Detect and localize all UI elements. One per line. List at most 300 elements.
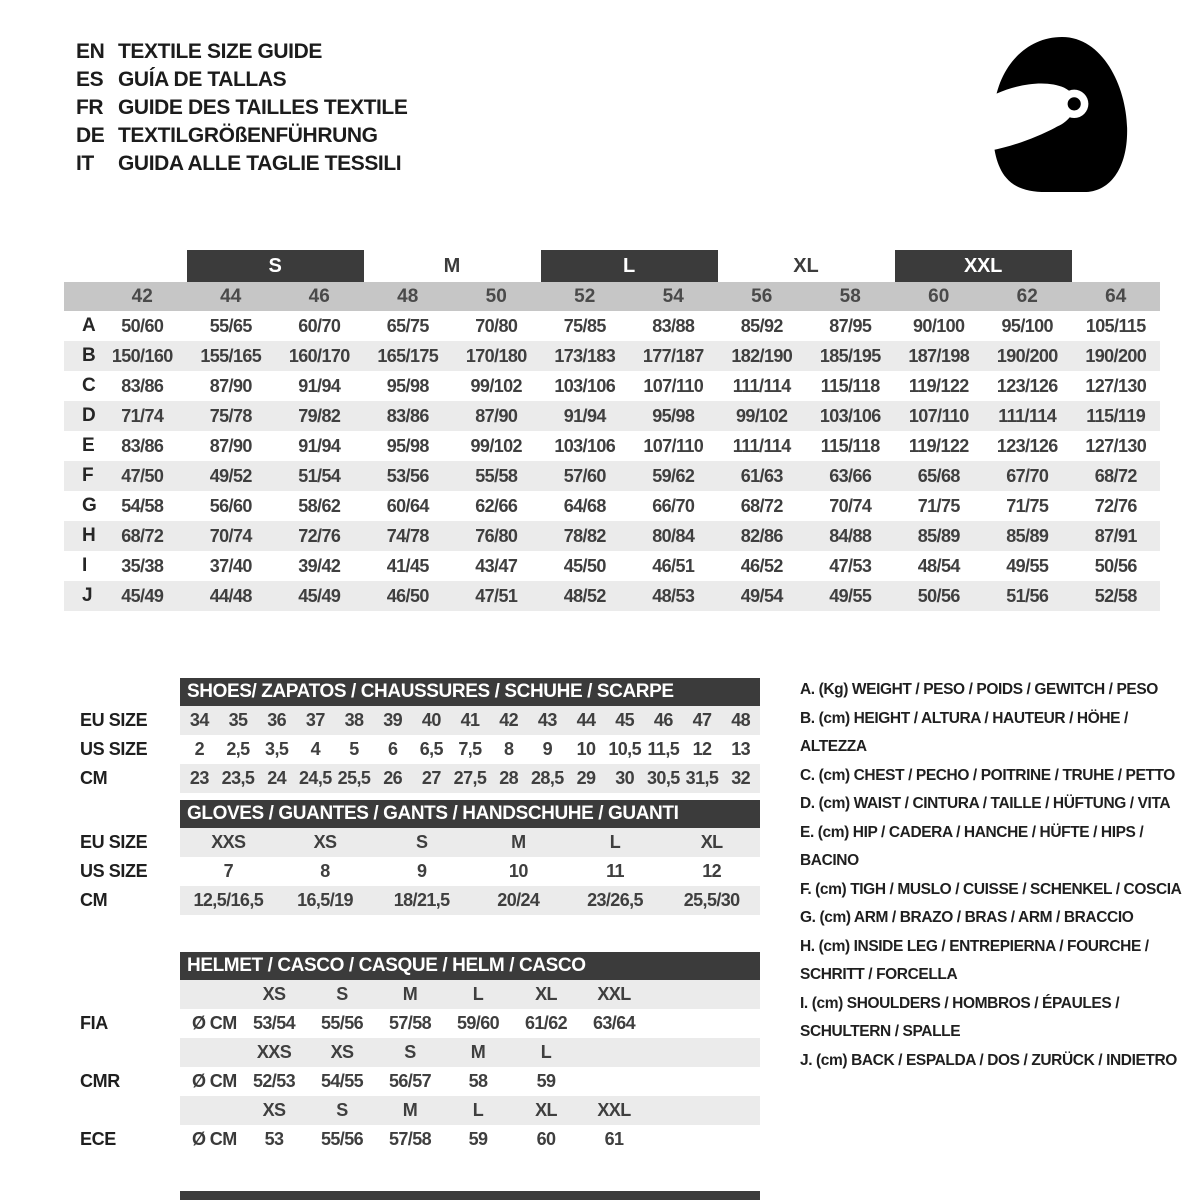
language-title-list [76, 38, 407, 178]
sheet-cell: 6,5 [419, 739, 443, 759]
size-cell: 68/72 [740, 495, 783, 516]
size-cell: 90/100 [913, 315, 965, 336]
sheet-cell: 10 [508, 861, 528, 881]
size-cell: 52/58 [1094, 585, 1137, 606]
size-cell: 91/94 [298, 375, 341, 396]
helmet-size-label: M [402, 1100, 418, 1120]
sheet-cell: 12 [692, 739, 712, 759]
size-cell: 39/42 [298, 555, 341, 576]
helmet-size-row [0, 1096, 760, 1125]
helmet-section-header: HELMET / CASCO / CASQUE / HELM / CASCO [180, 952, 760, 980]
sheet-cell: XXS [211, 832, 246, 852]
size-cell: 41/45 [386, 555, 429, 576]
sheet-strip [180, 1125, 760, 1154]
helmet-standard-label: ECE [80, 1129, 116, 1149]
sheet-cell: 27,5 [453, 768, 487, 788]
language-title: TEXTILGRÖßENFÜHRUNG [118, 124, 378, 147]
sheet-cell: 24,5 [299, 768, 332, 788]
table-row [64, 401, 1160, 431]
sheet-cell: 11,5 [647, 739, 680, 759]
helmet-size-label: XXL [597, 984, 631, 1004]
size-band-S: S [187, 250, 364, 282]
table-row [64, 431, 1160, 461]
sheet-cell: 5 [349, 739, 359, 759]
size-cell: 49/54 [740, 585, 783, 606]
helmet-size-value: 59 [468, 1129, 488, 1149]
size-cell: 48/52 [563, 585, 606, 606]
helmet-size-value: 55/56 [320, 1013, 364, 1033]
helmet-size-value: 59/60 [456, 1013, 500, 1033]
numeric-size: 52 [574, 285, 596, 307]
sheet-cell: 7 [223, 861, 234, 881]
size-cell: 65/68 [917, 465, 960, 486]
sheet-cell: 31,5 [685, 768, 719, 788]
size-cell: 85/89 [1006, 525, 1049, 546]
size-cell: 87/91 [1094, 525, 1137, 546]
legend-item: I. (cm) SHOULDERS / HOMBROS / ÉPAULES / SCHULTERN / SPALLE [800, 994, 1120, 1040]
size-cell: 59/62 [652, 465, 695, 486]
legend-item: D. (cm) WAIST / CINTURA / TAILLE / HÜFTUNG / VITA [800, 795, 1171, 812]
size-cell: 60/64 [386, 495, 429, 516]
sheet-cell: 10,5 [608, 739, 641, 759]
size-cell: 103/106 [554, 375, 616, 396]
size-cell: 160/170 [288, 345, 350, 366]
corner-cell [64, 282, 98, 311]
helmet-size-row [0, 980, 760, 1009]
sheet-cell: XS [313, 832, 337, 852]
row-letter: G [82, 495, 97, 516]
diameter-unit-label: Ø CM [192, 1129, 237, 1149]
helmet-size-value: 53 [264, 1129, 284, 1149]
helmet-size-label: L [540, 1042, 552, 1062]
size-cell: 35/38 [121, 555, 164, 576]
empty-cell [180, 980, 240, 1009]
language-code: IT [76, 152, 94, 175]
size-cell: 46/52 [740, 555, 783, 576]
sheet-cell: XL [700, 832, 723, 852]
size-band-XL: XL [793, 254, 819, 277]
size-cell: 62/66 [475, 495, 518, 516]
size-cell: 95/98 [386, 435, 429, 456]
size-cell: 165/175 [377, 345, 439, 366]
language-code: DE [76, 124, 105, 147]
numeric-size-header-row [64, 282, 1160, 311]
language-code: FR [76, 96, 104, 119]
sheet-cell: 4 [310, 739, 321, 759]
size-cell: 74/78 [386, 525, 429, 546]
size-cell: 72/76 [1094, 495, 1137, 516]
sheet-cell: 3,5 [265, 739, 289, 759]
size-cell: 47/53 [829, 555, 872, 576]
size-cell: 177/187 [642, 345, 704, 366]
size-cell: 58/62 [298, 495, 341, 516]
numeric-size: 46 [308, 285, 330, 307]
size-cell: 68/72 [1094, 465, 1137, 486]
sheet-row [0, 706, 760, 735]
table-row [64, 581, 1160, 611]
size-cell: 47/50 [121, 465, 164, 486]
sheet-cell: 24 [267, 768, 287, 788]
helmet-standard-label: CMR [80, 1071, 120, 1091]
helmet-size-value: 61/62 [524, 1013, 568, 1033]
size-band-L: L [541, 250, 718, 282]
legend-item: E. (cm) HIP / CADERA / HANCHE / HÜFTE / HIPS / BACINO [800, 823, 1144, 869]
size-cell: 190/200 [1085, 345, 1147, 366]
helmet-size-label: L [472, 1100, 484, 1120]
helmet-size-value: 63/64 [592, 1013, 636, 1033]
size-cell: 99/102 [736, 405, 788, 426]
size-cell: 182/190 [731, 345, 793, 366]
table-row [64, 311, 1160, 341]
language-row [76, 94, 407, 122]
sheet-strip [180, 706, 760, 735]
row-letter: J [82, 585, 93, 606]
sheet-strip [180, 1096, 760, 1125]
sheet-row [0, 857, 760, 886]
sheet-row [0, 764, 760, 793]
table-row [64, 461, 1160, 491]
sheet-cell: 16,5/19 [297, 890, 353, 910]
size-cell: 71/75 [1006, 495, 1049, 516]
size-cell: 95/98 [386, 375, 429, 396]
gloves-section-header: GLOVES / GUANTES / GANTS / HANDSCHUHE / GUANTI [180, 800, 760, 828]
size-cell: 111/114 [998, 405, 1057, 426]
size-cell: 115/119 [1086, 405, 1146, 426]
sheet-cell: 43 [537, 710, 557, 730]
size-cell: 45/49 [121, 585, 164, 606]
helmet-size-value [580, 1067, 648, 1096]
size-cell: 71/74 [121, 405, 164, 426]
size-cell: 47/51 [475, 585, 518, 606]
sheet-row [0, 735, 760, 764]
row-letter: C [82, 375, 96, 396]
table-row [64, 341, 1160, 371]
helmet-size-label: S [404, 1042, 416, 1062]
legend-item: G. (cm) ARM / BRAZO / BRAS / ARM / BRACCIO [800, 909, 1134, 926]
helmet-size-value: 61 [604, 1129, 624, 1149]
row-letter: H [82, 525, 96, 546]
table-row [64, 551, 1160, 581]
size-cell: 57/60 [563, 465, 606, 486]
size-cell: 51/56 [1006, 585, 1049, 606]
size-cell: 111/114 [732, 375, 791, 396]
empty-cell [180, 1038, 240, 1067]
sheet-cell: 25,5 [337, 768, 371, 788]
sheet-cell: 9 [542, 739, 553, 759]
sheet-cell: 28 [499, 768, 519, 788]
table-row [64, 491, 1160, 521]
size-cell: 37/40 [209, 555, 252, 576]
sheet-row-label: EU SIZE [80, 832, 148, 852]
table-row [64, 371, 1160, 401]
sheet-cell: M [511, 832, 526, 852]
size-cell: 55/58 [475, 465, 518, 486]
size-cell: 80/84 [652, 525, 695, 546]
sheet-cell: 23/26,5 [587, 890, 643, 910]
sheet-cell: 48 [731, 710, 751, 730]
size-cell: 170/180 [465, 345, 527, 366]
sheet-cell: 10 [576, 739, 596, 759]
size-cell: 187/198 [908, 345, 970, 366]
language-code: ES [76, 68, 104, 91]
helmet-size-label: XL [535, 1100, 557, 1120]
numeric-size: 42 [131, 285, 153, 307]
row-letter: A [82, 315, 96, 336]
textile-size-table [64, 250, 1160, 611]
helmet-size-value: 59 [536, 1071, 556, 1091]
language-row [76, 122, 407, 150]
size-cell: 123/126 [996, 435, 1058, 456]
diameter-unit-label: Ø CM [192, 1071, 237, 1091]
sheet-cell: 46 [653, 710, 673, 730]
size-cell: 107/110 [643, 375, 704, 396]
sheet-row [0, 828, 760, 857]
size-cell: 103/106 [554, 435, 616, 456]
size-cell: 103/106 [819, 405, 881, 426]
helmet-size-label: S [336, 984, 348, 1004]
size-cell: 91/94 [563, 405, 606, 426]
size-band-M: M [443, 254, 461, 277]
size-cell: 119/122 [908, 435, 969, 456]
size-cell: 150/160 [111, 345, 173, 366]
helmet-size-label: XXL [597, 1100, 631, 1120]
size-cell: 70/80 [475, 315, 518, 336]
sheet-cell: 23 [189, 768, 209, 788]
language-title: TEXTILE SIZE GUIDE [118, 40, 322, 63]
size-cell: 79/82 [298, 405, 341, 426]
numeric-size: 60 [928, 285, 950, 307]
size-cell: 127/130 [1085, 375, 1147, 396]
language-row [76, 66, 407, 94]
size-cell: 43/47 [475, 555, 518, 576]
size-cell: 78/82 [563, 525, 606, 546]
sheet-cell: 47 [692, 710, 712, 730]
helmet-table [0, 980, 760, 1154]
helmet-size-label: M [402, 984, 418, 1004]
sheet-cell: 30 [615, 768, 635, 788]
sheet-row-label: US SIZE [80, 861, 148, 881]
legend-item: A. (Kg) WEIGHT / PESO / POIDS / GEWITCH / PESO [800, 681, 1158, 698]
sheet-strip [180, 1038, 760, 1067]
sheet-cell: 40 [421, 710, 441, 730]
size-cell: 53/56 [386, 465, 429, 486]
sheet-row-label: EU SIZE [80, 710, 148, 730]
legend-item: F. (cm) TIGH / MUSLO / CUISSE / SCHENKEL / COSCIA [800, 880, 1182, 898]
size-cell: 84/88 [829, 525, 872, 546]
sheet-cell: 29 [576, 768, 596, 788]
size-band-XXL: XXL [895, 250, 1072, 282]
size-cell: 123/126 [996, 375, 1058, 396]
size-cell: 115/118 [820, 375, 880, 396]
size-cell: 50/56 [917, 585, 960, 606]
sheet-cell: 41 [460, 710, 480, 730]
sheet-cell: 23,5 [221, 768, 255, 788]
sheet-strip [180, 857, 760, 886]
size-cell: 64/68 [563, 495, 606, 516]
size-cell: 55/65 [209, 315, 252, 336]
helmet-size-value: 52/53 [252, 1071, 296, 1091]
helmet-size-label [580, 1038, 648, 1067]
size-cell: 75/78 [209, 405, 252, 426]
size-cell: 115/118 [820, 435, 880, 456]
row-letter: I [82, 555, 88, 576]
helmet-size-label: M [470, 1042, 486, 1062]
row-letter: B [82, 345, 96, 366]
size-cell: 50/56 [1094, 555, 1137, 576]
size-cell: 82/86 [740, 525, 783, 546]
size-cell: 85/92 [740, 315, 783, 336]
row-letter: D [82, 405, 96, 426]
size-cell: 83/88 [652, 315, 695, 336]
size-cell: 50/60 [121, 315, 164, 336]
size-cell: 155/165 [200, 345, 262, 366]
helmet-size-value: 60 [536, 1129, 556, 1149]
size-cell: 87/90 [209, 435, 252, 456]
size-cell: 99/102 [470, 375, 522, 396]
numeric-size: 64 [1105, 285, 1127, 307]
empty-cell [180, 1096, 240, 1125]
size-cell: 173/183 [554, 345, 616, 366]
sheet-cell: 37 [305, 710, 325, 730]
sheet-row-label: CM [80, 890, 108, 910]
gloves-table [0, 828, 760, 915]
helmet-size-label: XS [330, 1042, 354, 1062]
size-cell: 48/53 [652, 585, 695, 606]
size-cell: 190/200 [996, 345, 1058, 366]
sheet-cell: 28,5 [531, 768, 564, 788]
numeric-size: 54 [662, 285, 684, 307]
legend-item: H. (cm) INSIDE LEG / ENTREPIERNA / FOURCHE / SCHRITT / FORCELLA [800, 937, 1149, 983]
size-cell: 51/54 [298, 465, 341, 486]
size-cell: 83/86 [386, 405, 429, 426]
sheet-row [0, 886, 760, 915]
sheet-cell: 8 [320, 861, 330, 881]
helmet-size-value: 56/57 [388, 1071, 432, 1091]
helmet-size-row [0, 1038, 760, 1067]
size-cell: 185/195 [819, 345, 881, 366]
helmet-value-row [0, 1009, 760, 1038]
size-cell: 48/54 [917, 555, 960, 576]
sheet-row-label: US SIZE [80, 739, 148, 759]
size-cell: 65/75 [386, 315, 429, 336]
helmet-standard-label: FIA [80, 1013, 108, 1033]
helmet-size-value: 53/54 [252, 1013, 296, 1033]
shoes-section-header: SHOES/ ZAPATOS / CHAUSSURES / SCHUHE / SCARPE [180, 678, 760, 706]
helmet-size-value: 57/58 [388, 1129, 432, 1149]
numeric-size: 50 [485, 285, 507, 307]
size-cell: 83/86 [121, 435, 164, 456]
language-title: GUIDA ALLE TAGLIE TESSILI [118, 152, 402, 175]
sheet-cell: S [415, 832, 428, 852]
size-cell: 61/63 [740, 465, 783, 486]
size-cell: 107/110 [643, 435, 704, 456]
language-row [76, 38, 407, 66]
size-cell: 107/110 [908, 405, 969, 426]
sheet-row-label: CM [80, 768, 108, 788]
diameter-unit-label: Ø CM [192, 1013, 237, 1033]
numeric-size: 62 [1016, 285, 1038, 307]
sheet-cell: 26 [383, 768, 403, 788]
sheet-cell: 38 [344, 710, 364, 730]
helmet-size-value: 55/56 [320, 1129, 364, 1149]
sheet-strip [180, 886, 760, 915]
numeric-size: 58 [839, 285, 861, 307]
size-cell: 83/86 [121, 375, 164, 396]
sheet-cell: 18/21,5 [393, 890, 450, 910]
sheet-cell: 44 [576, 710, 596, 730]
helmet-size-label: XL [535, 984, 557, 1004]
legend-item: C. (cm) CHEST / PECHO / POITRINE / TRUHE / PETTO [800, 766, 1175, 784]
size-cell: 72/76 [298, 525, 341, 546]
sheet-cell: 36 [267, 710, 287, 730]
sheet-cell: 34 [189, 710, 209, 730]
size-cell: 56/60 [209, 495, 252, 516]
size-cell: 127/130 [1085, 435, 1147, 456]
sheet-strip [180, 735, 760, 764]
size-cell: 68/72 [121, 525, 164, 546]
sheet-cell: 30,5 [647, 768, 680, 788]
sheet-cell: 42 [499, 710, 519, 730]
cropped-next-section-bar [180, 1191, 760, 1200]
sheet-cell: 2 [194, 739, 205, 759]
sheet-cell: 9 [416, 861, 427, 881]
sheet-strip [180, 980, 760, 1009]
language-title: GUÍA DE TALLAS [118, 68, 287, 91]
language-row [76, 150, 407, 178]
sheet-cell: 13 [731, 739, 751, 759]
helmet-size-value: 54/55 [320, 1071, 364, 1091]
size-cell: 91/94 [298, 435, 341, 456]
sheet-cell: 11 [606, 861, 624, 881]
sheet-cell: 6 [387, 739, 398, 759]
size-cell: 105/115 [1085, 315, 1146, 336]
size-band-row [64, 250, 1160, 282]
size-cell: 85/89 [917, 525, 960, 546]
helmet-value-row [0, 1125, 760, 1154]
helmet-size-value: 58 [468, 1071, 488, 1091]
helmet-size-label: XS [262, 1100, 286, 1120]
sheet-strip [180, 828, 760, 857]
size-cell: 63/66 [829, 465, 872, 486]
numeric-size: 44 [220, 285, 242, 307]
sheet-cell: 12 [702, 861, 722, 881]
sheet-cell: 2,5 [226, 739, 250, 759]
sheet-cell: 35 [228, 710, 248, 730]
size-cell: 49/55 [829, 585, 872, 606]
helmet-size-label: XXS [256, 1042, 292, 1062]
legend-item: B. (cm) HEIGHT / ALTURA / HAUTEUR / HÖHE / ALTEZZA [800, 709, 1128, 755]
size-cell: 49/52 [209, 465, 252, 486]
size-cell: 54/58 [121, 495, 164, 516]
sheet-cell: 39 [383, 710, 403, 730]
size-cell: 45/49 [298, 585, 341, 606]
shoes-table [0, 706, 760, 793]
size-cell: 70/74 [209, 525, 252, 546]
size-cell: 46/51 [652, 555, 695, 576]
legend-item: J. (cm) BACK / ESPALDA / DOS / ZURÜCK / INDIETRO [800, 1051, 1177, 1069]
size-cell: 76/80 [475, 525, 518, 546]
sheet-cell: L [609, 832, 621, 852]
sheet-strip [180, 1009, 760, 1038]
size-cell: 67/70 [1006, 465, 1049, 486]
language-code: EN [76, 40, 105, 63]
size-cell: 119/122 [908, 375, 969, 396]
helmet-size-label: S [336, 1100, 348, 1120]
size-cell: 95/100 [1001, 315, 1053, 336]
size-cell: 99/102 [470, 435, 522, 456]
size-cell: 66/70 [652, 495, 695, 516]
table-row [64, 521, 1160, 551]
